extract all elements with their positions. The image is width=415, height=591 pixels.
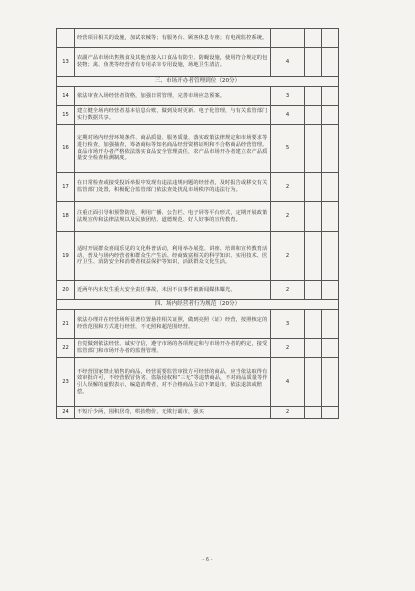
- item-description: 依法办理并在经营场所显著位置悬挂相关证照，做到亮照（证）经营，按照核定的经营范围和方式进行经营，不无照和超范围经营。: [75, 310, 271, 339]
- item-number: 15: [57, 106, 75, 125]
- evaluation-table: [56, 28, 339, 419]
- item-description: 经营项目相关的设施，加试农械等；有服务台、顾客休息专座；有电视监控系统。: [75, 29, 271, 48]
- item-score: 2: [271, 173, 305, 202]
- empty-cell: [322, 310, 339, 339]
- item-score: 2: [271, 339, 305, 358]
- item-description: 适时开展群众喜闻乐见的文化科普活动，利用举办展览、讲座、培训和宣传教育活动，普及与场内经营者和群众生产生活、经商致富相关的科学知识、实用技术、医疗卫生、消防安全和消费者权益保护等知识，活跃群众文化生活。: [75, 232, 271, 281]
- table-row: [57, 339, 339, 358]
- item-number: 22: [57, 339, 75, 358]
- table-row: [57, 106, 339, 125]
- item-description: 近两年内未发生重大安全责任事故，未因不良事件被新闻媒体曝光。: [75, 281, 271, 300]
- empty-cell: [322, 106, 339, 125]
- empty-cell: [322, 202, 339, 232]
- item-description: 不经营国家禁止销售的商品，经营需要监管审批方可经营的商品，应当依法取得有效审批许可，不经营假冒伪劣、盗版侵权和“三无”等违禁商品，不对商品质量等作引人误解的虚假表示，编造消费者，对不合格商品主动下架退市，依法退款或赔偿。: [75, 358, 271, 407]
- table-row: [57, 125, 339, 173]
- table-row: [57, 173, 339, 202]
- empty-cell: [305, 232, 322, 281]
- evaluation-table-body: [57, 29, 339, 419]
- item-score: 3: [271, 87, 305, 106]
- empty-cell: [322, 48, 339, 77]
- section-title: 四、场内经营者行为规范（20分）: [57, 300, 339, 310]
- empty-cell: [305, 358, 322, 407]
- empty-cell: [305, 106, 322, 125]
- item-description: 在日常检查或接受投诉举报中发现有违法违规问题的经营者，及时报告或移交有关监管部门处置，积极配合监管部门依法查处扰乱市场秩序的违法行为。: [75, 173, 271, 202]
- empty-cell: [305, 407, 322, 419]
- empty-cell: [305, 281, 322, 300]
- item-score: 2: [271, 202, 305, 232]
- table-row: [57, 87, 339, 106]
- item-score: [271, 29, 305, 48]
- section-title: 三、市场开办者管理到位（20分）: [57, 77, 339, 87]
- item-score: 2: [271, 232, 305, 281]
- item-number: 18: [57, 202, 75, 232]
- empty-cell: [305, 310, 322, 339]
- item-description: 自觉做到依法经营、诚实守信，遵守市场的各项规定和与市场开办者的约定，接受监管部门和市场开办者的监督管理。: [75, 339, 271, 358]
- item-score: 5: [271, 125, 305, 173]
- item-description: 建立健全场内经营者基本信息台账，做到及时更新、电子化管理，与有关监管部门实行数据共享。: [75, 106, 271, 125]
- item-description: 注重正面引导和预警防范，利用广播、公告栏、电子屏等平台形式，定期开展政策法规宣传和法律法规以及民族团结、道德规范、好人好事的宣传教育。: [75, 202, 271, 232]
- item-number: 20: [57, 281, 75, 300]
- table-row: [57, 407, 339, 419]
- item-number: 24: [57, 407, 75, 419]
- item-score: 4: [271, 106, 305, 125]
- item-score: 2: [271, 281, 305, 300]
- item-score: 4: [271, 48, 305, 77]
- empty-cell: [305, 29, 322, 48]
- table-row: [57, 202, 339, 232]
- empty-cell: [305, 125, 322, 173]
- item-score: 3: [271, 310, 305, 339]
- empty-cell: [322, 29, 339, 48]
- table-row: [57, 29, 339, 48]
- empty-cell: [305, 87, 322, 106]
- empty-cell: [322, 173, 339, 202]
- empty-cell: [305, 173, 322, 202]
- empty-cell: [305, 202, 322, 232]
- empty-cell: [322, 232, 339, 281]
- empty-cell: [305, 48, 322, 77]
- item-number: 14: [57, 87, 75, 106]
- table-row: [57, 281, 339, 300]
- item-description: 不短斤少两，囤积居奇，哄抬物价，无欺行霸市，强买: [75, 407, 271, 419]
- section-header-row: [57, 300, 339, 310]
- table-row: [57, 232, 339, 281]
- empty-cell: [305, 339, 322, 358]
- item-number: [57, 29, 75, 48]
- item-number: 23: [57, 358, 75, 407]
- item-score: 4: [271, 358, 305, 407]
- empty-cell: [322, 281, 339, 300]
- empty-cell: [322, 87, 339, 106]
- empty-cell: [322, 339, 339, 358]
- section-header-row: [57, 77, 339, 87]
- item-description: 定期对场内经营环境条件、商品质量、服务质量、落实政策法律规定和市场要求等进行检查，加强抽查，筹备商标等知名商品经营资格证明和不合格商品经营管理。食品市场开办者严格依法落实食品安全管理责任，农产品市场开办者建立农产品质量安全检查检测制度。: [75, 125, 271, 173]
- page-number: - 6 -: [202, 557, 213, 563]
- item-number: 21: [57, 310, 75, 339]
- item-description: 依法审查入场经营者资格，加强日常管理，完善市场应急预案。: [75, 87, 271, 106]
- item-number: 16: [57, 125, 75, 173]
- item-number: 13: [57, 48, 75, 77]
- table-row: [57, 358, 339, 407]
- table-row: [57, 310, 339, 339]
- item-number: 17: [57, 173, 75, 202]
- table-row: [57, 48, 339, 77]
- item-score: 2: [271, 407, 305, 419]
- item-description: 农副产品市场出售熟食及其他直接入口食品有防尘、防蝇设施，使用符合规定的包装物；禽、鱼类等经营者有专用杀宰专用设施，场地卫生清洁。: [75, 48, 271, 77]
- empty-cell: [322, 407, 339, 419]
- empty-cell: [322, 125, 339, 173]
- empty-cell: [322, 358, 339, 407]
- item-number: 19: [57, 232, 75, 281]
